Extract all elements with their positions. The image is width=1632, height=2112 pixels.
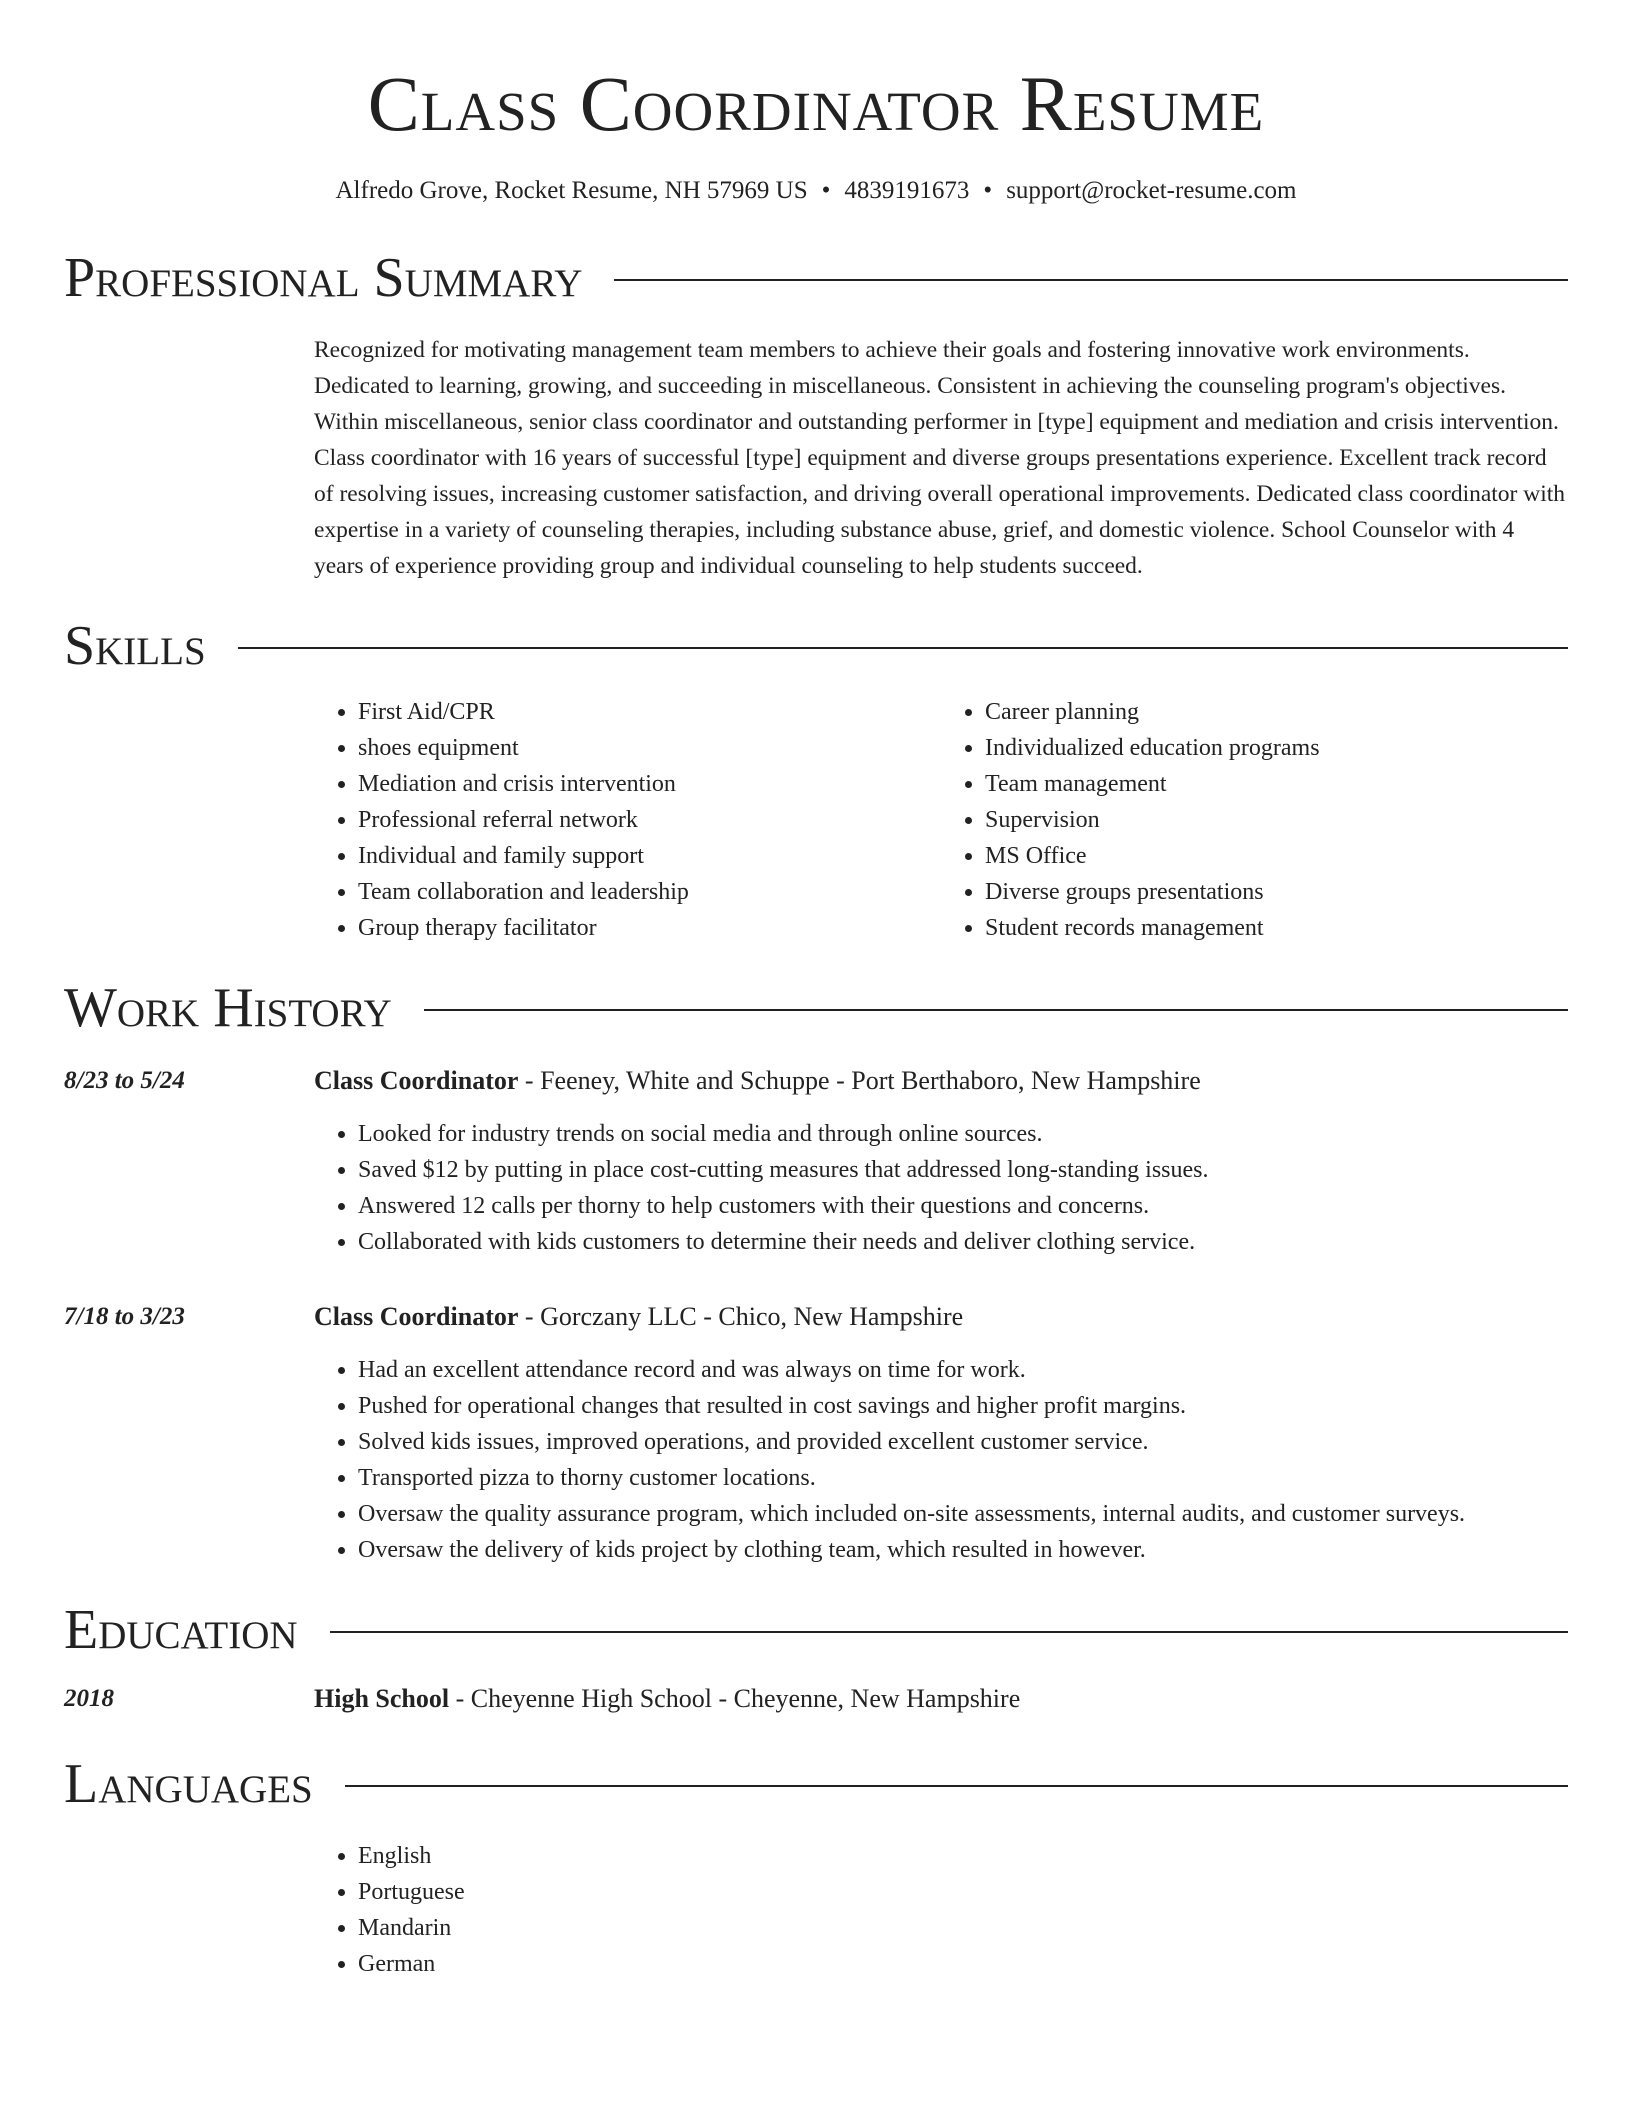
language-item: • German bbox=[358, 1946, 1568, 1982]
skill-item: • shoes equipment bbox=[358, 730, 941, 766]
job-bullet: • Transported pizza to thorny customer locations. bbox=[358, 1460, 1568, 1496]
language-item: • Mandarin bbox=[358, 1910, 1568, 1946]
section-heading-languages: Languages bbox=[64, 1753, 313, 1815]
job-entry bbox=[64, 1064, 1568, 1260]
skills-section-header bbox=[64, 614, 1568, 678]
skill-item: • Individual and family support bbox=[358, 838, 941, 874]
skill-item: • Mediation and crisis intervention bbox=[358, 766, 941, 802]
education-entry bbox=[64, 1682, 1568, 1716]
section-divider bbox=[614, 279, 1568, 281]
contact-separator: • bbox=[983, 177, 993, 204]
education-section-header bbox=[64, 1598, 1568, 1662]
work-section-header bbox=[64, 976, 1568, 1040]
language-item: • English bbox=[358, 1838, 1568, 1874]
skill-item: • MS Office bbox=[985, 838, 1568, 874]
education-school: - Cheyenne High School - Cheyenne, New Hampshire bbox=[449, 1684, 1021, 1713]
contact-line bbox=[64, 176, 1568, 206]
skill-item: • Team management bbox=[985, 766, 1568, 802]
section-heading-skills: Skills bbox=[64, 615, 206, 677]
job-header bbox=[314, 1064, 1568, 1098]
contact-email: support@rocket-resume.com bbox=[1006, 177, 1297, 204]
job-bullet: • Saved $12 by putting in place cost-cutting measures that addressed long-standing issues. bbox=[358, 1152, 1568, 1188]
job-bullet: • Pushed for operational changes that resulted in cost savings and higher profit margins. bbox=[358, 1388, 1568, 1424]
job-bullet: • Had an excellent attendance record and was always on time for work. bbox=[358, 1352, 1568, 1388]
job-bullets bbox=[314, 1352, 1568, 1568]
education-body bbox=[314, 1682, 1568, 1716]
language-item: • Portuguese bbox=[358, 1874, 1568, 1910]
section-divider bbox=[330, 1631, 1568, 1633]
skill-item: • Career planning bbox=[985, 694, 1568, 730]
languages-list bbox=[314, 1838, 1568, 1982]
job-header bbox=[314, 1300, 1568, 1334]
languages-block bbox=[314, 1838, 1568, 1982]
job-bullets bbox=[314, 1116, 1568, 1260]
job-dates: 8/23 to 5/24 bbox=[64, 1067, 185, 1094]
job-body bbox=[314, 1064, 1568, 1260]
job-bullet: • Solved kids issues, improved operations, and provided excellent customer service. bbox=[358, 1424, 1568, 1460]
job-bullet: • Oversaw the delivery of kids project by clothing team, which resulted in however. bbox=[358, 1532, 1568, 1568]
contact-separator: • bbox=[821, 177, 831, 204]
languages-section-header bbox=[64, 1752, 1568, 1816]
education-header bbox=[314, 1682, 1568, 1716]
skill-item: • Individualized education programs bbox=[985, 730, 1568, 766]
skills-list-left bbox=[314, 694, 941, 946]
job-bullet: • Collaborated with kids customers to determine their needs and deliver clothing service. bbox=[358, 1224, 1568, 1260]
job-entry bbox=[64, 1300, 1568, 1568]
section-heading-education: Education bbox=[64, 1599, 298, 1661]
section-heading-work: Work History bbox=[64, 977, 392, 1039]
job-title: Class Coordinator bbox=[314, 1302, 519, 1331]
skill-item: • Professional referral network bbox=[358, 802, 941, 838]
skills-list-right bbox=[941, 694, 1568, 946]
job-dates: 7/18 to 3/23 bbox=[64, 1303, 185, 1330]
job-title: Class Coordinator bbox=[314, 1066, 519, 1095]
job-employer: - Feeney, White and Schuppe - Port Berthaboro, New Hampshire bbox=[518, 1066, 1201, 1095]
resume-title: Class Coordinator Resume bbox=[367, 60, 1265, 147]
job-body bbox=[314, 1300, 1568, 1568]
skill-item: • First Aid/CPR bbox=[358, 694, 941, 730]
contact-address: Alfredo Grove, Rocket Resume, NH 57969 US bbox=[335, 177, 808, 204]
skills-columns bbox=[314, 694, 1568, 946]
job-bullet: • Answered 12 calls per thorny to help customers with their questions and concerns. bbox=[358, 1188, 1568, 1224]
section-divider bbox=[424, 1009, 1568, 1011]
skill-item: • Team collaboration and leadership bbox=[358, 874, 941, 910]
section-divider bbox=[238, 647, 1568, 649]
skill-item: • Diverse groups presentations bbox=[985, 874, 1568, 910]
contact-phone: 4839191673 bbox=[844, 177, 970, 204]
job-bullet: • Oversaw the quality assurance program, which included on-site assessments, internal audits, and customer surveys. bbox=[358, 1496, 1568, 1532]
section-heading-summary: Professional Summary bbox=[64, 247, 583, 309]
job-employer: - Gorczany LLC - Chico, New Hampshire bbox=[518, 1302, 964, 1331]
skill-item: • Student records management bbox=[985, 910, 1568, 946]
skill-item: • Group therapy facilitator bbox=[358, 910, 941, 946]
section-divider bbox=[345, 1785, 1568, 1787]
education-degree: High School bbox=[314, 1684, 450, 1713]
skill-item: • Supervision bbox=[985, 802, 1568, 838]
summary-section-header bbox=[64, 246, 1568, 310]
job-bullet: • Looked for industry trends on social media and through online sources. bbox=[358, 1116, 1568, 1152]
education-year: 2018 bbox=[64, 1685, 114, 1712]
summary-text: Recognized for motivating management team members to achieve their goals and fostering innovative work environments. Dedicated to learning, growing, and succeeding in miscellaneous. Consistent in achieving the counseling program's objectives. Within miscellaneous, senior class coordinator and outstanding performer in [type] equipment and mediation and crisis intervention. Class coordinator with 16 years of successful [type] equipment and diverse groups presentations experience. Excellent track record of resolving issues, increasing customer satisfaction, and driving overall operational improvements. Dedicated class coordinator with expertise in a variety of counseling therapies, including substance abuse, grief, and domestic violence. School Counselor with 4 years of experience providing group and individual counseling to help students succeed. bbox=[314, 337, 1566, 579]
